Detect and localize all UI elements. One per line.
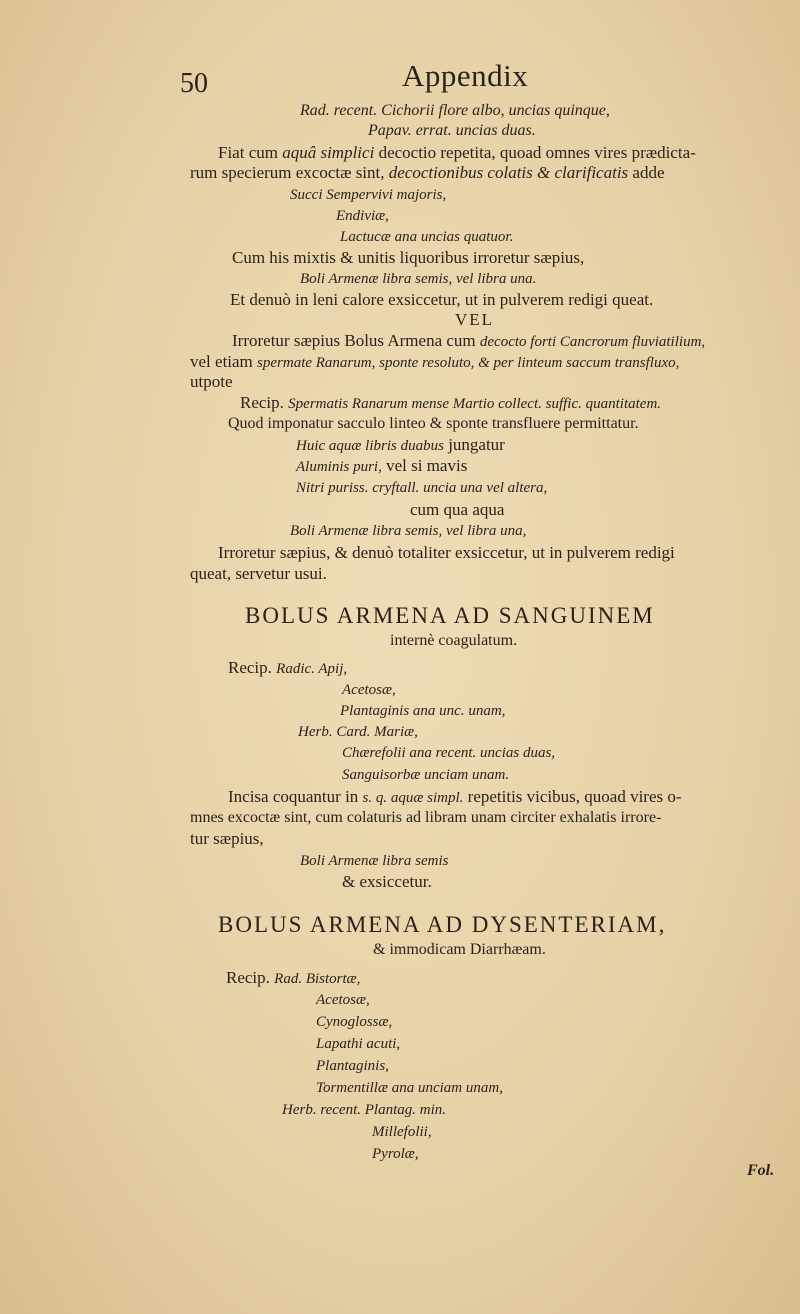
text-span: decoctionibus colatis & clarificatis <box>388 163 629 182</box>
text-line <box>218 143 696 163</box>
text-line: Lactucæ ana uncias quatuor. <box>340 229 514 245</box>
text-line: Lapathi acuti, <box>316 1036 401 1052</box>
text-line: Millefolii, <box>372 1124 432 1140</box>
text-line: Plantaginis, <box>316 1058 389 1074</box>
text-line <box>226 968 360 989</box>
text-line <box>232 331 705 352</box>
text-line: Cum his mixtis & unitis liquoribus irroretur sæpius, <box>232 248 585 267</box>
text-line <box>296 456 467 477</box>
text-line: Pyrolæ, <box>372 1146 419 1162</box>
text-span: aquâ simplici <box>282 143 375 162</box>
text-span: Incisa coquantur in <box>228 787 363 806</box>
text-span: Recip. <box>240 393 289 412</box>
text-span: Spermatis Ranarum mense Martio collect. suffic. quantitatem. <box>288 396 662 412</box>
text-span: Huic aquæ libris duabus <box>296 438 444 454</box>
catchword: Fol. <box>747 1162 775 1179</box>
text-line <box>190 352 679 373</box>
text-span: Recip. <box>228 658 277 677</box>
text-line <box>190 163 665 183</box>
text-span: vel si mavis <box>381 456 468 475</box>
text-line: Cynoglossæ, <box>316 1014 393 1030</box>
text-line: utpote <box>190 372 233 391</box>
text-line: Sanguisorbæ unciam unam. <box>342 767 510 783</box>
text-line: Boli Armenæ libra semis <box>300 853 449 869</box>
text-line: Endiviæ, <box>336 208 389 224</box>
text-line: Boli Armenæ libra semis, vel libra una. <box>300 271 537 287</box>
text-line: Tormentillæ ana unciam unam, <box>316 1080 503 1096</box>
section-heading: BOLUS ARMENA AD SANGUINEM <box>245 603 655 628</box>
text-span: jungatur <box>443 435 505 454</box>
text-line <box>228 658 347 679</box>
text-line: Acetosæ, <box>342 682 396 698</box>
text-span: Aluminis puri, <box>296 459 382 475</box>
section-subheading: & immodicam Diarrhæam. <box>373 941 546 958</box>
text-line: & exsiccetur. <box>342 872 432 891</box>
text-span: rum specierum excoctæ sint, <box>190 163 389 182</box>
text-span: spermate Ranarum, sponte resoluto, & per linteum saccum transfluxo, <box>257 355 680 371</box>
page-number: 50 <box>180 68 208 99</box>
text-line: mnes excoctæ sint, cum colaturis ad libram unam circiter exhalatis irrore- <box>190 809 662 826</box>
text-span: decoctio repetita, quoad omnes vires prædicta- <box>374 143 696 162</box>
section-heading: BOLUS ARMENA AD DYSENTERIAM, <box>218 912 667 937</box>
text-span: adde <box>628 163 665 182</box>
text-line: Quod imponatur sacculo linteo & sponte transfluere permittatur. <box>228 415 639 432</box>
running-title: Appendix <box>402 58 529 93</box>
text-line: queat, servetur usui. <box>190 564 327 583</box>
text-span: Fiat cum <box>218 143 283 162</box>
text-span: Radic. Apij, <box>276 661 348 677</box>
text-line: Chærefolii ana recent. uncias duas, <box>342 745 556 761</box>
text-line: Nitri puriss. cryftall. uncia una vel altera, <box>296 480 548 496</box>
text-line: Boli Armenæ libra semis, vel libra una, <box>290 523 527 539</box>
text-line: tur sæpius, <box>190 829 264 848</box>
text-line: Plantaginis ana unc. unam, <box>340 703 506 719</box>
text-line: Succi Sempervivi majoris, <box>290 187 447 203</box>
section-subheading: internè coagulatum. <box>390 632 518 649</box>
text-span: Rad. Bistortæ, <box>274 971 361 987</box>
text-line <box>240 393 661 414</box>
text-span: repetitis vicibus, quoad vires o- <box>463 787 682 806</box>
text-span: s. q. aquæ simpl. <box>362 790 464 806</box>
text-span: vel etiam <box>190 352 258 371</box>
vel-separator: VEL <box>455 310 495 329</box>
text-line: Herb. Card. Mariæ, <box>298 724 418 740</box>
text-span: Irroretur sæpius Bolus Armena cum <box>232 331 480 350</box>
text-line: cum qua aqua <box>410 500 505 519</box>
text-line: Irroretur sæpius, & denuò totaliter exsiccetur, ut in pulverem redigi <box>218 543 675 562</box>
text-line: Papav. errat. uncias duas. <box>368 122 536 139</box>
text-span: Recip. <box>226 968 275 987</box>
text-line <box>228 787 682 808</box>
text-line <box>296 435 505 456</box>
text-span: decocto forti Cancrorum fluviatilium, <box>479 334 706 350</box>
text-line: Acetosæ, <box>316 992 370 1008</box>
text-line: Et denuò in leni calore exsiccetur, ut in pulverem redigi queat. <box>230 290 654 309</box>
text-line: Rad. recent. Cichorii flore albo, uncias quinque, <box>300 102 610 119</box>
text-line: Herb. recent. Plantag. min. <box>282 1102 446 1118</box>
